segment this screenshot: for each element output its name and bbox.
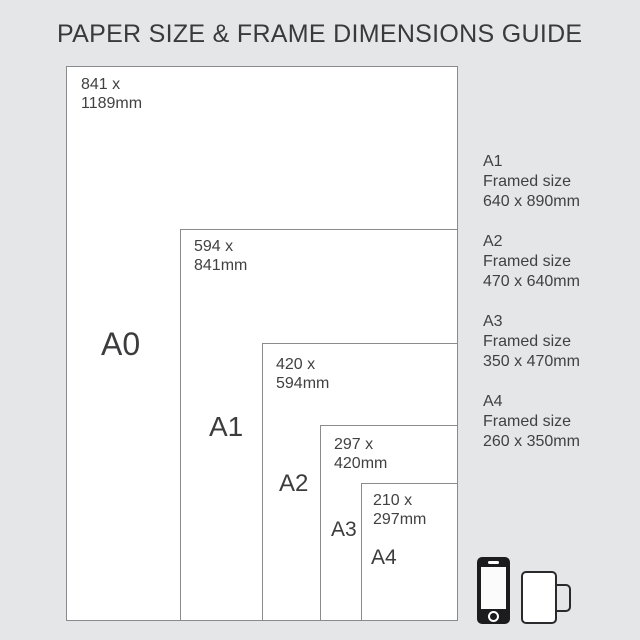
paper-a4 xyxy=(361,483,458,621)
paper-a1-height: 841mm xyxy=(194,257,248,274)
framed-size-a1 xyxy=(483,152,633,212)
paper-a0-width: 841 x xyxy=(81,76,121,93)
paper-a2-height: 594mm xyxy=(276,375,330,392)
paper-a3-dimensions xyxy=(334,435,387,473)
smartphone-screen xyxy=(481,567,506,609)
paper-a2-width: 420 x xyxy=(276,356,316,373)
framed-size-caption: Framed size xyxy=(483,413,572,430)
paper-a3-height: 420mm xyxy=(334,455,388,472)
paper-a2-dimensions xyxy=(276,355,329,393)
smartphone-icon xyxy=(477,557,510,624)
framed-size-value: 470 x 640mm xyxy=(483,273,580,290)
framed-size-value: 640 x 890mm xyxy=(483,193,580,210)
smartphone-home-button xyxy=(488,611,499,622)
paper-a3-width: 297 x xyxy=(334,436,374,453)
paper-a4-height: 297mm xyxy=(373,511,427,528)
smartphone-speaker xyxy=(488,561,499,564)
paper-a4-width: 210 x xyxy=(373,492,413,509)
framed-size-value: 350 x 470mm xyxy=(483,353,580,370)
framed-size-name: A3 xyxy=(483,313,503,330)
framed-size-value: 260 x 350mm xyxy=(483,433,580,450)
paper-a4-label: A4 xyxy=(371,546,397,569)
paper-a1-width: 594 x xyxy=(194,238,234,255)
framed-size-name: A2 xyxy=(483,233,503,250)
framed-size-caption: Framed size xyxy=(483,333,572,350)
paper-a0-height: 1189mm xyxy=(81,95,143,112)
paper-a1-dimensions xyxy=(194,237,247,275)
page-title: PAPER SIZE & FRAME DIMENSIONS GUIDE xyxy=(57,20,583,48)
framed-size-a4 xyxy=(483,392,633,452)
framed-size-caption: Framed size xyxy=(483,173,572,190)
paper-a0-label: A0 xyxy=(101,326,141,362)
framed-size-a2 xyxy=(483,232,633,292)
framed-size-caption: Framed size xyxy=(483,253,572,270)
framed-size-name: A1 xyxy=(483,153,503,170)
mug-icon xyxy=(521,571,557,624)
paper-a1-label: A1 xyxy=(209,411,244,442)
paper-a0-dimensions xyxy=(81,75,142,113)
framed-size-name: A4 xyxy=(483,393,503,410)
paper-a3-label: A3 xyxy=(331,518,357,541)
framed-size-a3 xyxy=(483,312,633,372)
paper-a4-dimensions xyxy=(373,491,426,529)
paper-a2-label: A2 xyxy=(279,470,309,497)
